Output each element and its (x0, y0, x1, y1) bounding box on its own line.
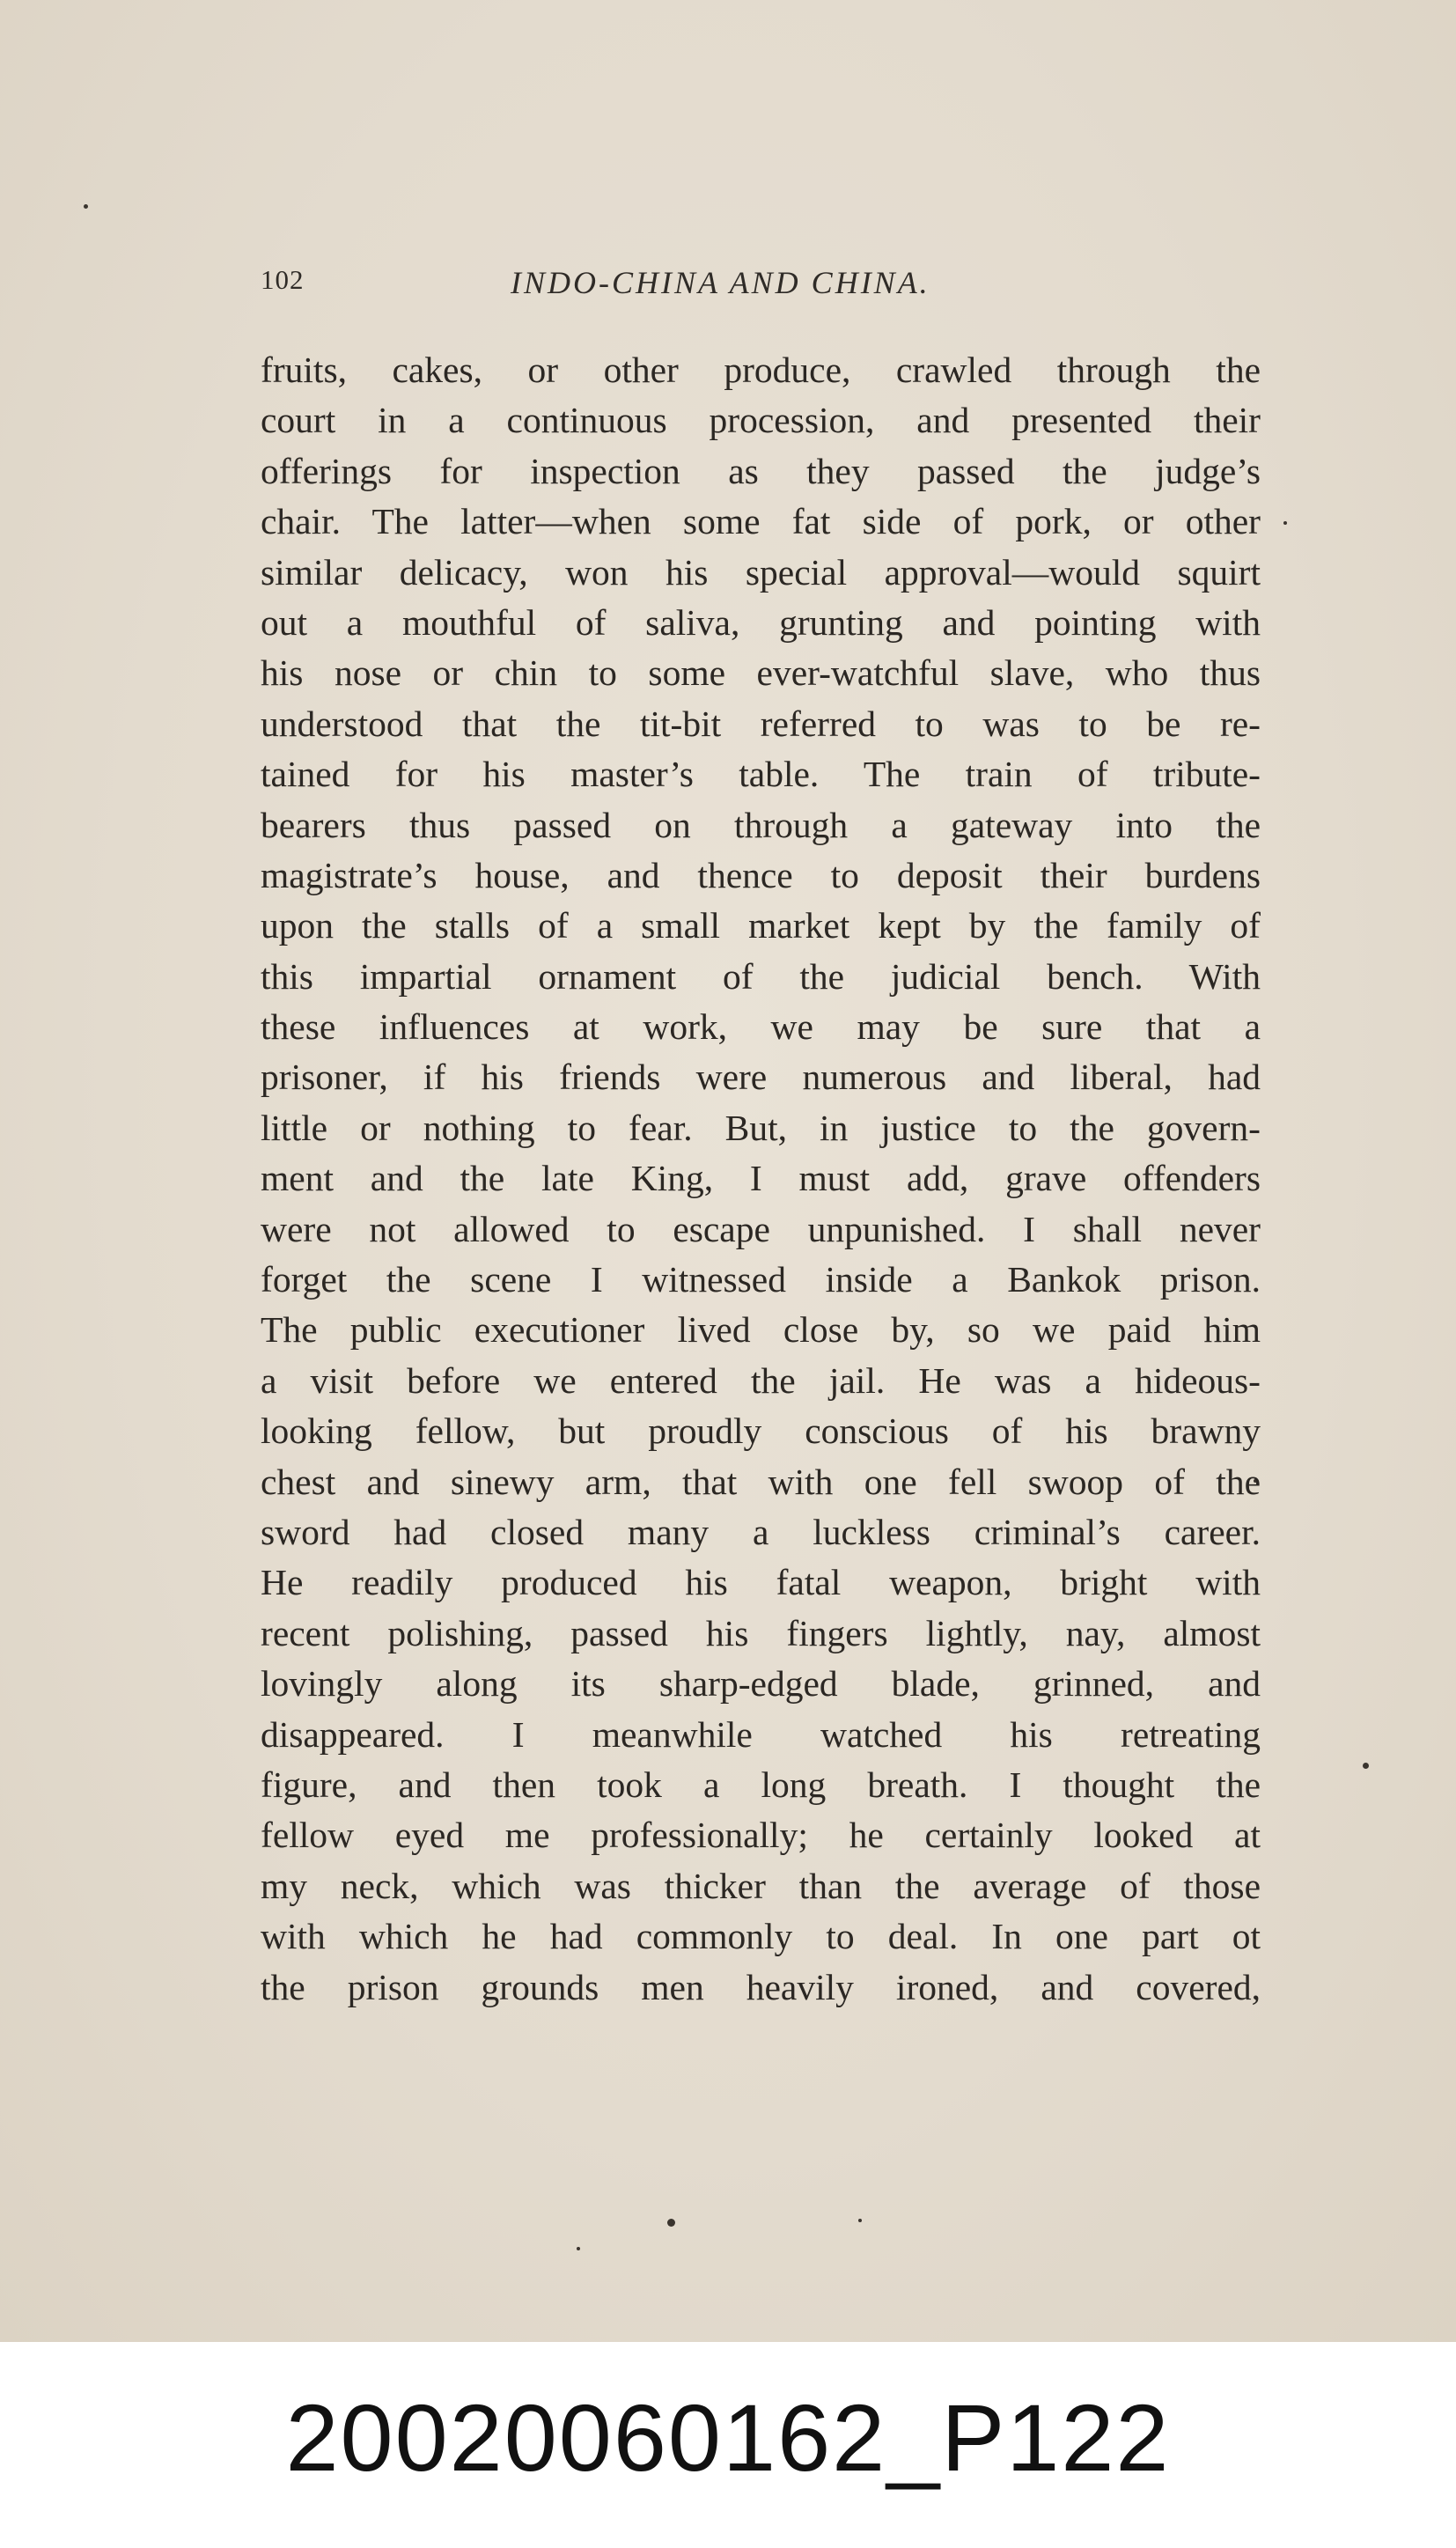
text-line: with which he had commonly to deal. In one part ot (261, 1916, 1261, 1957)
text-line: chair. The latter—when some fat side of pork, or other (261, 501, 1261, 542)
text-line: a visit before we entered the jail. He was a hideous- (261, 1359, 1261, 1401)
text-line: out a mouthful of saliva, grunting and pointing with (261, 601, 1261, 643)
text-line: fruits, cakes, or other produce, crawled through the (261, 350, 1261, 390)
text-line: offerings for inspection as they passed the judge’s (261, 450, 1261, 491)
text-line: looking fellow, but proudly conscious of his brawny (261, 1410, 1261, 1452)
text-line: upon the stalls of a small market kept by the family of (261, 905, 1261, 946)
page-header (261, 264, 1269, 317)
text-line: the prison grounds men heavily ironed, and covered, (261, 1966, 1261, 2007)
running-head: INDO-CHINA AND CHINA. (511, 265, 930, 300)
text-line: fellow eyed me professionally; he certainly looked at (261, 1815, 1261, 1856)
paper-speck (667, 2219, 675, 2227)
text-line: court in a continuous procession, and presented their (261, 400, 1261, 441)
text-line: forget the scene I witnessed inside a Bankok prison. (261, 1259, 1261, 1300)
text-line: my neck, which was thicker than the average of those (261, 1865, 1261, 1906)
text-line: magistrate’s house, and thence to deposit their burdens (261, 854, 1261, 895)
body-text (261, 345, 1261, 2013)
text-line: chest and sinewy arm, that with one fell swoop of the (261, 1461, 1261, 1502)
text-line: recent polishing, passed his fingers lightly, nay, almost (261, 1612, 1261, 1653)
text-line: He readily produced his fatal weapon, bright with (261, 1562, 1261, 1603)
paper-speck (1283, 521, 1287, 525)
catalog-id: 20020060162_P122 (285, 2384, 1171, 2491)
text-line: little or nothing to fear. But, in justice to the govern- (261, 1107, 1261, 1148)
text-line: these influences at work, we may be sure that a (261, 1006, 1261, 1048)
text-line: prisoner, if his friends were numerous and liberal, had (261, 1057, 1261, 1098)
paper-speck (1363, 1763, 1369, 1769)
text-line: The public executioner lived close by, so we paid him (261, 1309, 1261, 1351)
text-line: disappeared. I meanwhile watched his retreating (261, 1713, 1261, 1755)
text-line: his nose or chin to some ever-watchful slave, who thus (261, 652, 1261, 694)
paper-speck (84, 204, 88, 209)
text-line: lovingly along its sharp-edged blade, grinned, and (261, 1663, 1261, 1705)
paper-speck (858, 2219, 862, 2222)
text-line: ment and the late King, I must add, grave offenders (261, 1158, 1261, 1199)
text-line: figure, and then took a long breath. I thought the (261, 1764, 1261, 1805)
paper-speck (577, 2247, 580, 2250)
page-number: 102 (261, 264, 305, 295)
text-line: understood that the tit-bit referred to was to be re- (261, 703, 1261, 744)
text-line: tained for his master’s table. The train of tribute- (261, 754, 1261, 795)
text-line: this impartial ornament of the judicial bench. With (261, 955, 1261, 997)
text-line: bearers thus passed on through a gateway into the (261, 804, 1261, 845)
text-line: were not allowed to escape unpunished. I shall never (261, 1208, 1261, 1249)
text-line: sword had closed many a luckless criminal’s career. (261, 1511, 1261, 1552)
text-line: similar delicacy, won his special approval—would squirt (261, 551, 1261, 593)
